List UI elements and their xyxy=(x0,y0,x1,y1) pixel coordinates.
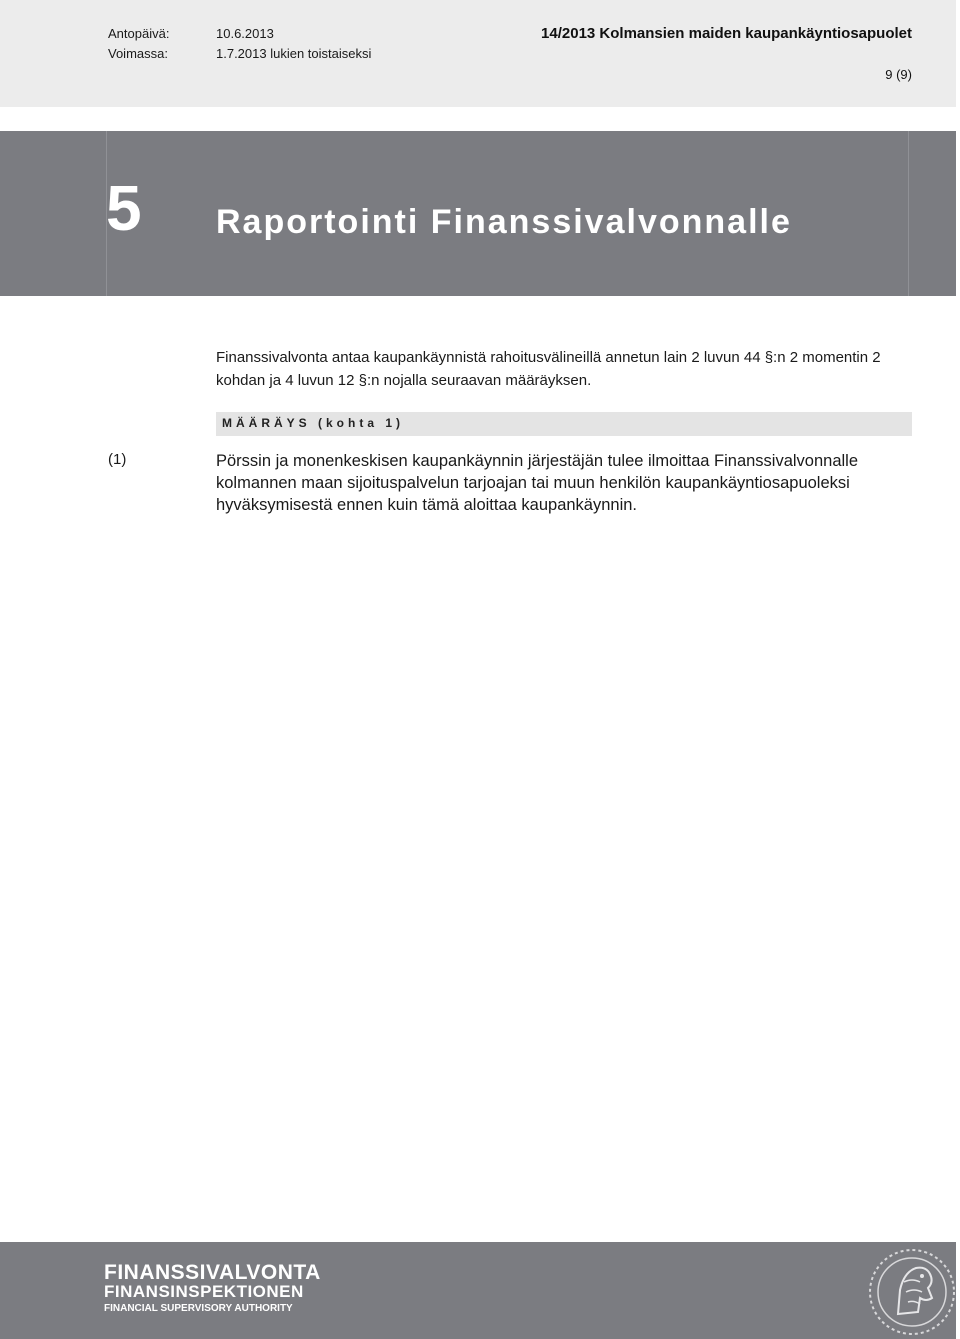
logo-text-swedish: FINANSINSPEKTIONEN xyxy=(104,1282,304,1301)
valid-value: 1.7.2013 lukien toistaiseksi xyxy=(216,46,372,61)
paragraph-text: Pörssin ja monenkeskisen kaupankäynnin järjestäjän tulee ilmoittaa Finanssivalvonnalle kolmannen maan sijoituspalvelun tarjoajan tai muun henkilön kaupankäyntiosapuoleksi hyväksymisestä ennen kuin tämä aloittaa kaupankäynnin. xyxy=(216,452,859,514)
issued-date: 10.6.2013 xyxy=(216,26,274,41)
logo-text-finnish: FINANSSIVALVONTA xyxy=(104,1261,321,1284)
issued-label: Antopäivä: xyxy=(108,26,170,41)
valid-label: Voimassa: xyxy=(108,46,168,61)
section-heading: MÄÄRÄYS (kohta 1) xyxy=(222,416,405,430)
intro-paragraph: Finanssivalvonta antaa kaupankäynnistä rahoitusvälineillä annetun lain 2 luvun 44 §:n 2 momentin 2 kohdan ja 4 luvun 12 §:n nojalla seuraavan määräyksen. xyxy=(216,349,881,389)
logo-text-english: FINANCIAL SUPERVISORY AUTHORITY xyxy=(104,1303,293,1314)
document-title: 14/2013 Kolmansien maiden kaupankäyntiosapuolet xyxy=(541,25,912,42)
lion-emblem-icon xyxy=(860,1242,956,1339)
banner-divider xyxy=(908,131,909,296)
section-heading-bar xyxy=(216,412,912,436)
chapter-number: 5 xyxy=(106,172,142,244)
chapter-title: Raportointi Finanssivalvonnalle xyxy=(216,203,792,241)
paragraph-number: (1) xyxy=(108,451,127,468)
page-number: 9 (9) xyxy=(885,67,912,82)
